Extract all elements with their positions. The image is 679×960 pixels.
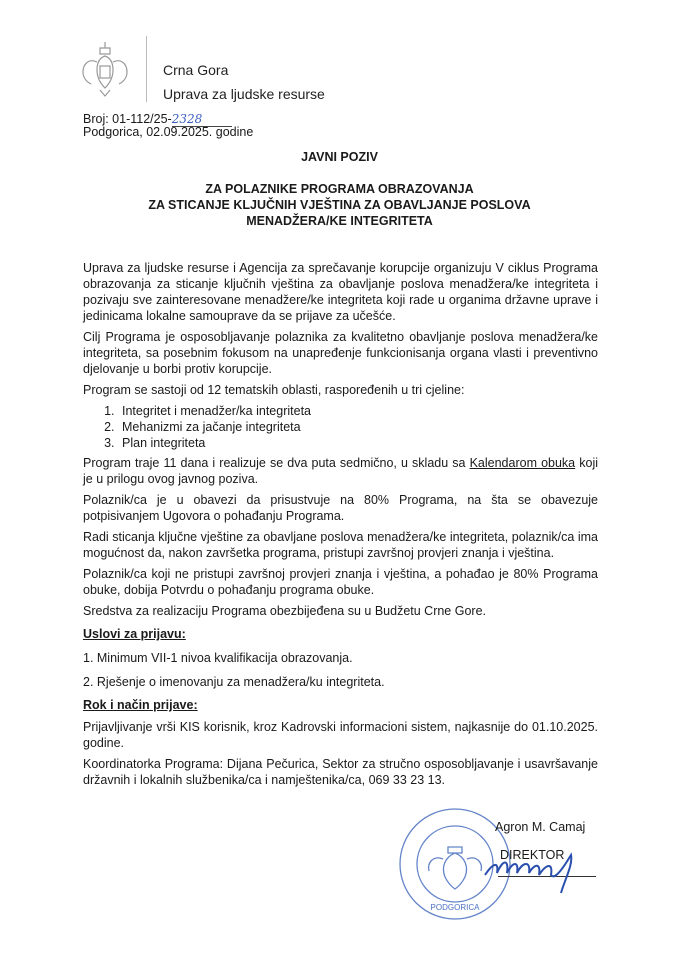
condition-item: 1. Minimum VII-1 nivoa kvalifikacija obrazovanja. — [83, 651, 353, 665]
svg-text:PODGORICA: PODGORICA — [430, 903, 480, 912]
document-body — [83, 260, 598, 793]
coat-of-arms-logo — [80, 38, 130, 100]
list-item: 3. Plan integriteta — [118, 435, 598, 451]
calendar-link[interactable]: Kalendarom obuka — [469, 456, 576, 470]
deadline-heading: Rok i način prijave: — [83, 698, 198, 712]
condition-item: 2. Rješenje o imenovanju za menadžera/ku integriteta. — [83, 675, 385, 689]
paragraph: Radi sticanja ključne vještine za obavljane poslova menadžera/ke integriteta, polaznik/ca ima mogućnost da, nakon završetka programa, pristupi završnoj provjeri znanja i vještina. — [83, 530, 598, 560]
place-date: Podgorica, 02.09.2025. godine — [83, 125, 254, 139]
paragraph: Cilj Programa je osposobljavanje polaznika za kvalitetno obavljanje poslova menadžera/ke integriteta, sa posebnim fokusom na unapređenje funkcionisanja organa vlasti i preventivno djelovanje u borbi protiv korupcije. — [83, 330, 598, 376]
paragraph: Polaznik/ca koji ne pristupi završnoj provjeri znanja i vještina, a pohađao je 80% Programa obuke, dobija Potvrdu o pohađanju programa obuke. — [83, 567, 598, 597]
text: koji je u prilogu ovog javnog poziva. — [83, 456, 598, 486]
paragraph — [83, 455, 598, 487]
signatory-name: Agron M. Camaj — [495, 820, 586, 834]
document-subtitle — [0, 181, 679, 229]
handwritten-signature — [480, 835, 610, 895]
document-title: JAVNI POZIV — [301, 150, 378, 164]
text: Program traje 11 dana i realizuje se dva puta sedmično, u skladu sa — [83, 456, 470, 470]
list-item: 2. Mehanizmi za jačanje integriteta — [118, 419, 598, 435]
topic-list — [83, 403, 598, 451]
handwritten-number: 2328 — [172, 113, 232, 127]
paragraph: Program se sastoji od 12 tematskih oblasti, raspoređenih u tri cjeline: — [83, 383, 465, 397]
signatory-role: DIREKTOR — [500, 848, 565, 862]
subtitle-line: ZA POLAZNIKE PROGRAMA OBRAZOVANJA — [205, 182, 474, 196]
header-divider — [146, 36, 147, 102]
institution-name: Uprava za ljudske resurse — [163, 86, 325, 102]
subtitle-line: ZA STICANJE KLJUČNIH VJEŠTINA ZA OBAVLJANJE POSLOVA — [148, 198, 531, 212]
number-prefix: Broj: 01-112/25- — [83, 112, 172, 126]
paragraph: Uprava za ljudske resurse i Agencija za sprečavanje korupcije organizuju V ciklus Programa obrazovanja za sticanje ključnih vještina za obavljanje poslova menadžera/ke integriteta i pozivaju sve zainteresovane menadžere/ke integriteta koji rade u organima državne uprave i jedinicama lokalne samouprave da se prijave za učešće. — [83, 261, 598, 323]
country-name: Crna Gora — [163, 62, 229, 78]
conditions-heading: Uslovi za prijavu: — [83, 627, 186, 641]
paragraph: Prijavljivanje vrši KIS korisnik, kroz Kadrovski informacioni sistem, najkasnije do 01.10.2025. godine. — [83, 720, 598, 750]
paragraph: Polaznik/ca je u obavezi da prisustvuje na 80% Programa, na šta se obavezuje potpisivanjem Ugovora o pohađanju Programa. — [83, 493, 598, 523]
subtitle-line: MENADŽERA/KE INTEGRITETA — [246, 214, 433, 228]
paragraph: Koordinatorka Programa: Dijana Pečurica, Sektor za stručno osposobljavanje i usavršavanje državnih i lokalnih službenika/ca i namještenika/ca, 069 33 23 13. — [83, 757, 598, 787]
paragraph: Sredstva za realizaciju Programa obezbijeđena su u Budžetu Crne Gore. — [83, 604, 486, 618]
list-item: 1. Integritet i menadžer/ka integriteta — [118, 403, 598, 419]
